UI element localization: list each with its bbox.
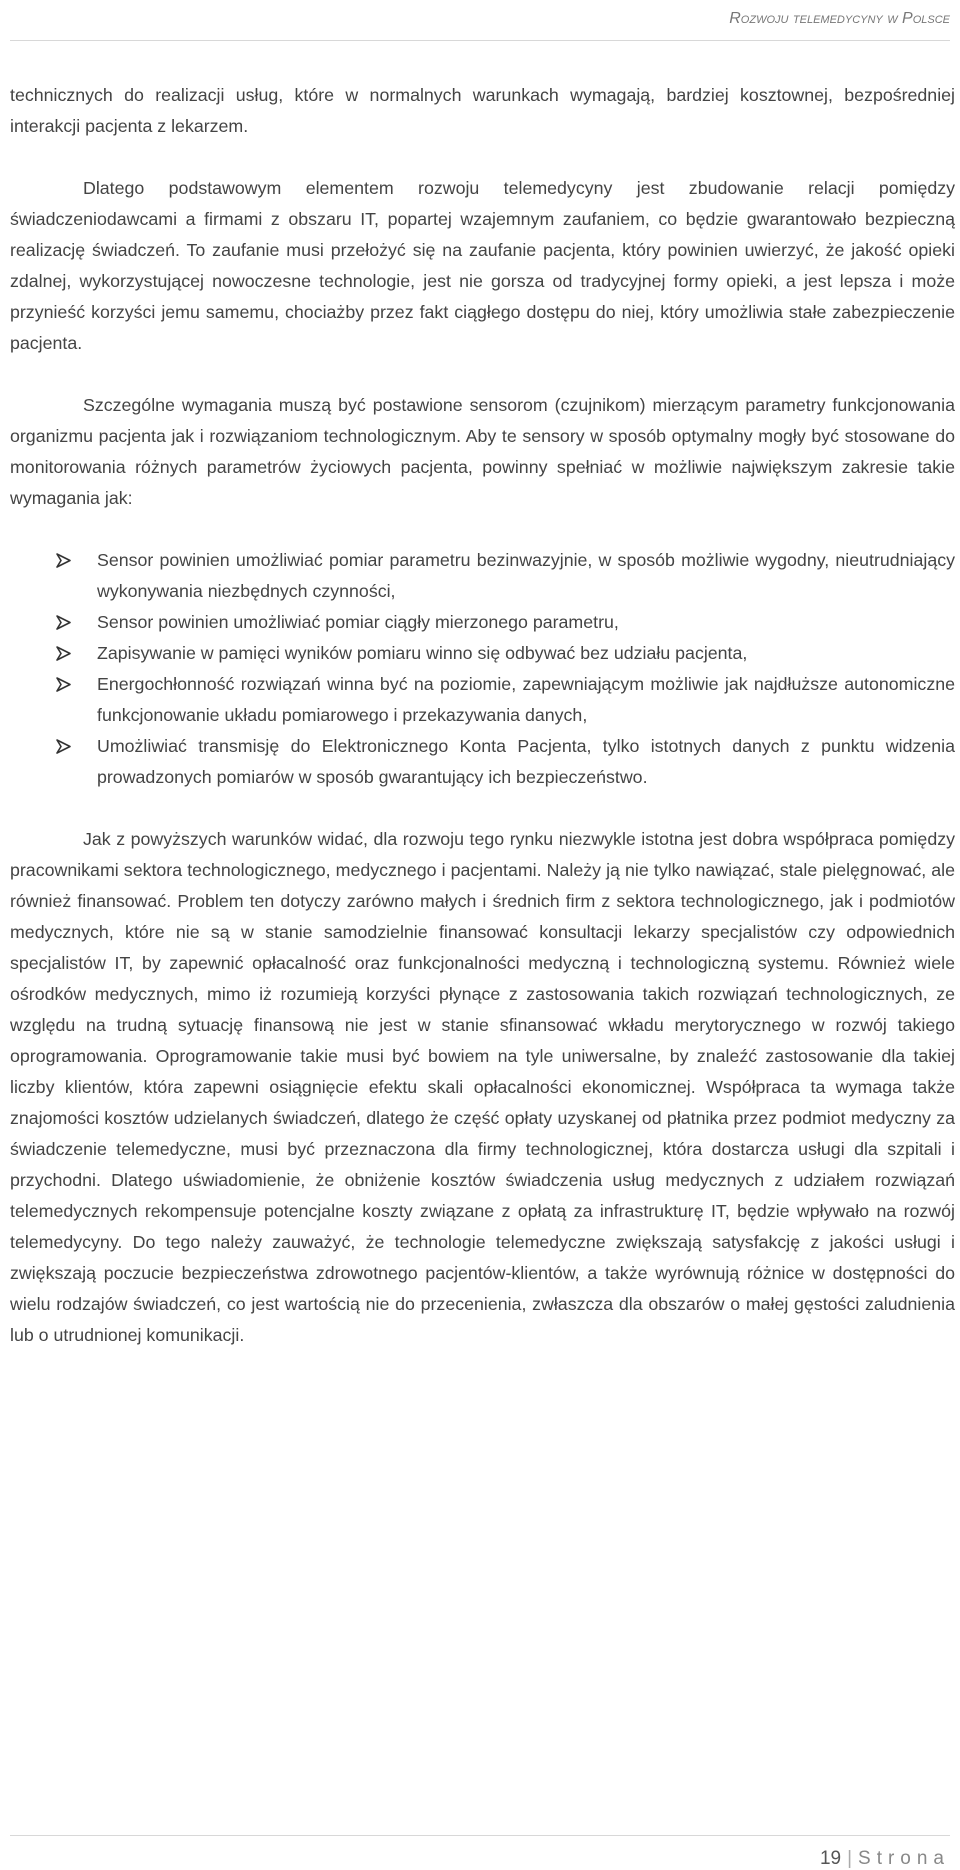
- requirements-list: [10, 545, 955, 793]
- arrowhead-bullet-icon: [54, 669, 74, 700]
- list-item-text: Umożliwiać transmisję do Elektronicznego Konta Pacjenta, tylko istotnych danych z punktu widzenia prowadzonych pomiarów w sposób gwarantujący ich bezpieczeństwo.: [97, 736, 955, 787]
- list-item-text: Sensor powinien umożliwiać pomiar ciągły mierzonego parametru,: [97, 612, 619, 632]
- list-item-text: Energochłonność rozwiązań winna być na poziomie, zapewniającym możliwie jak najdłuższe autonomiczne funkcjonowanie układu pomiarowego i przekazywania danych,: [97, 674, 955, 725]
- list-item-text: Sensor powinien umożliwiać pomiar parametru bezinwazyjnie, w sposób możliwie wygodny, nieutrudniający wykonywania niezbędnych czynności,: [97, 550, 955, 601]
- list-item: [10, 669, 955, 731]
- list-item: [10, 545, 955, 607]
- page-number: 19: [819, 1848, 842, 1869]
- arrowhead-bullet-icon: [54, 638, 74, 669]
- page-word: Strona: [858, 1848, 950, 1869]
- paragraph-1: technicznych do realizacji usług, które w normalnych warunkach wymagają, bardziej kosztownej, bezpośredniej interakcji pacjenta z lekarzem.: [10, 85, 955, 136]
- paragraph-3: Szczególne wymagania muszą być postawione sensorom (czujnikom) mierzącym parametry funkcjonowania organizmu pacjenta jak i rozwiązaniom technologicznym. Aby te sensory w sposób optymalny mogły być stosowane do monitorowania różnych parametrów życiowych pacjenta, powinny spełniać w możliwie największym zakresie takie wymagania jak:: [10, 395, 955, 508]
- page-footer: [10, 1835, 950, 1869]
- arrowhead-bullet-icon: [54, 731, 74, 762]
- running-header: [10, 0, 950, 41]
- footer-separator: |: [847, 1848, 853, 1869]
- paragraph-2: Dlatego podstawowym elementem rozwoju telemedycyny jest zbudowanie relacji pomiędzy świadczeniodawcami a firmami z obszaru IT, popartej wzajemnym zaufaniem, co będzie gwarantowało bezpieczną realizację świadczeń. To zaufanie musi przełożyć się na zaufanie pacjenta, który powinien uwierzyć, że jakość opieki zdalnej, wykorzystującej nowoczesne technologie, jest nie gorsza od tradycyjnej formy opieki, a jest lepsza i może przynieść korzyści jemu samemu, chociażby przez fakt ciągłego dostępu do niej, który umożliwia stałe zabezpieczenie pacjenta.: [10, 178, 955, 353]
- list-item: [10, 731, 955, 793]
- list-item: [10, 607, 955, 638]
- arrowhead-bullet-icon: [54, 545, 74, 576]
- list-item-text: Zapisywanie w pamięci wyników pomiaru winno się odbywać bez udziału pacjenta,: [97, 643, 748, 663]
- page-number-label: [820, 1848, 950, 1870]
- list-item: [10, 638, 955, 669]
- arrowhead-bullet-icon: [54, 607, 74, 638]
- header-title: Rozwoju telemedycyny w Polsce: [729, 10, 950, 27]
- page-body: [10, 80, 955, 1351]
- paragraph-4: Jak z powyższych warunków widać, dla rozwoju tego rynku niezwykle istotna jest dobra współpraca pomiędzy pracownikami sektora technologicznego, medycznego i pacjentami. Należy ją nie tylko nawiązać, stale pielęgnować, ale również finansować. Problem ten dotyczy zarówno małych i średnich firm z sektora technologicznego, jak i podmiotów medycznych, które nie są w stanie samodzielnie finansować konsultacji lekarzy specjalistów czy odpowiednich specjalistów IT, by zapewnić opłacalność oraz funkcjonalności medyczną i technologiczną systemu. Również wiele ośrodków medycznych, mimo iż rozumieją korzyści płynące z zastosowania takich rozwiązań technologicznych, ze względu na trudną sytuację finansową nie jest w stanie sfinansować wkładu merytorycznego w rozwój takiego oprogramowania. Oprogramowanie takie musi być bowiem na tyle uniwersalne, by znaleźć zastosowanie dla takiej liczby klientów, która zapewni osiągnięcie efektu skali opłacalności ekonomicznej. Współpraca ta wymaga także znajomości kosztów udzielanych świadczeń, dlatego że część opłaty uzyskanej od płatnika przez podmiot medyczny za świadczenie telemedyczne, musi być przeznaczona dla firmy technologicznej, która dostarcza usługi dla szpitali i przychodni. Dlatego uświadomienie, że obniżenie kosztów świadczenia usług medycznych z udziałem rozwiązań telemedycznych rekompensuje potencjalne koszty związane z opłatą za infrastrukturę IT, będzie wpływało na rozwój telemedycyny. Do tego należy zauważyć, że technologie telemedyczne zwiększają satysfakcję z jakości usługi i zwiększają poczucie bezpieczeństwa zdrowotnego pacjentów-klientów, a także wyrównują różnice w dostępności do wielu rodzajów świadczeń, co jest wartością nie do przecenienia, zwłaszcza dla obszarów o małej gęstości zaludnienia lub o utrudnionej komunikacji.: [10, 829, 955, 1345]
